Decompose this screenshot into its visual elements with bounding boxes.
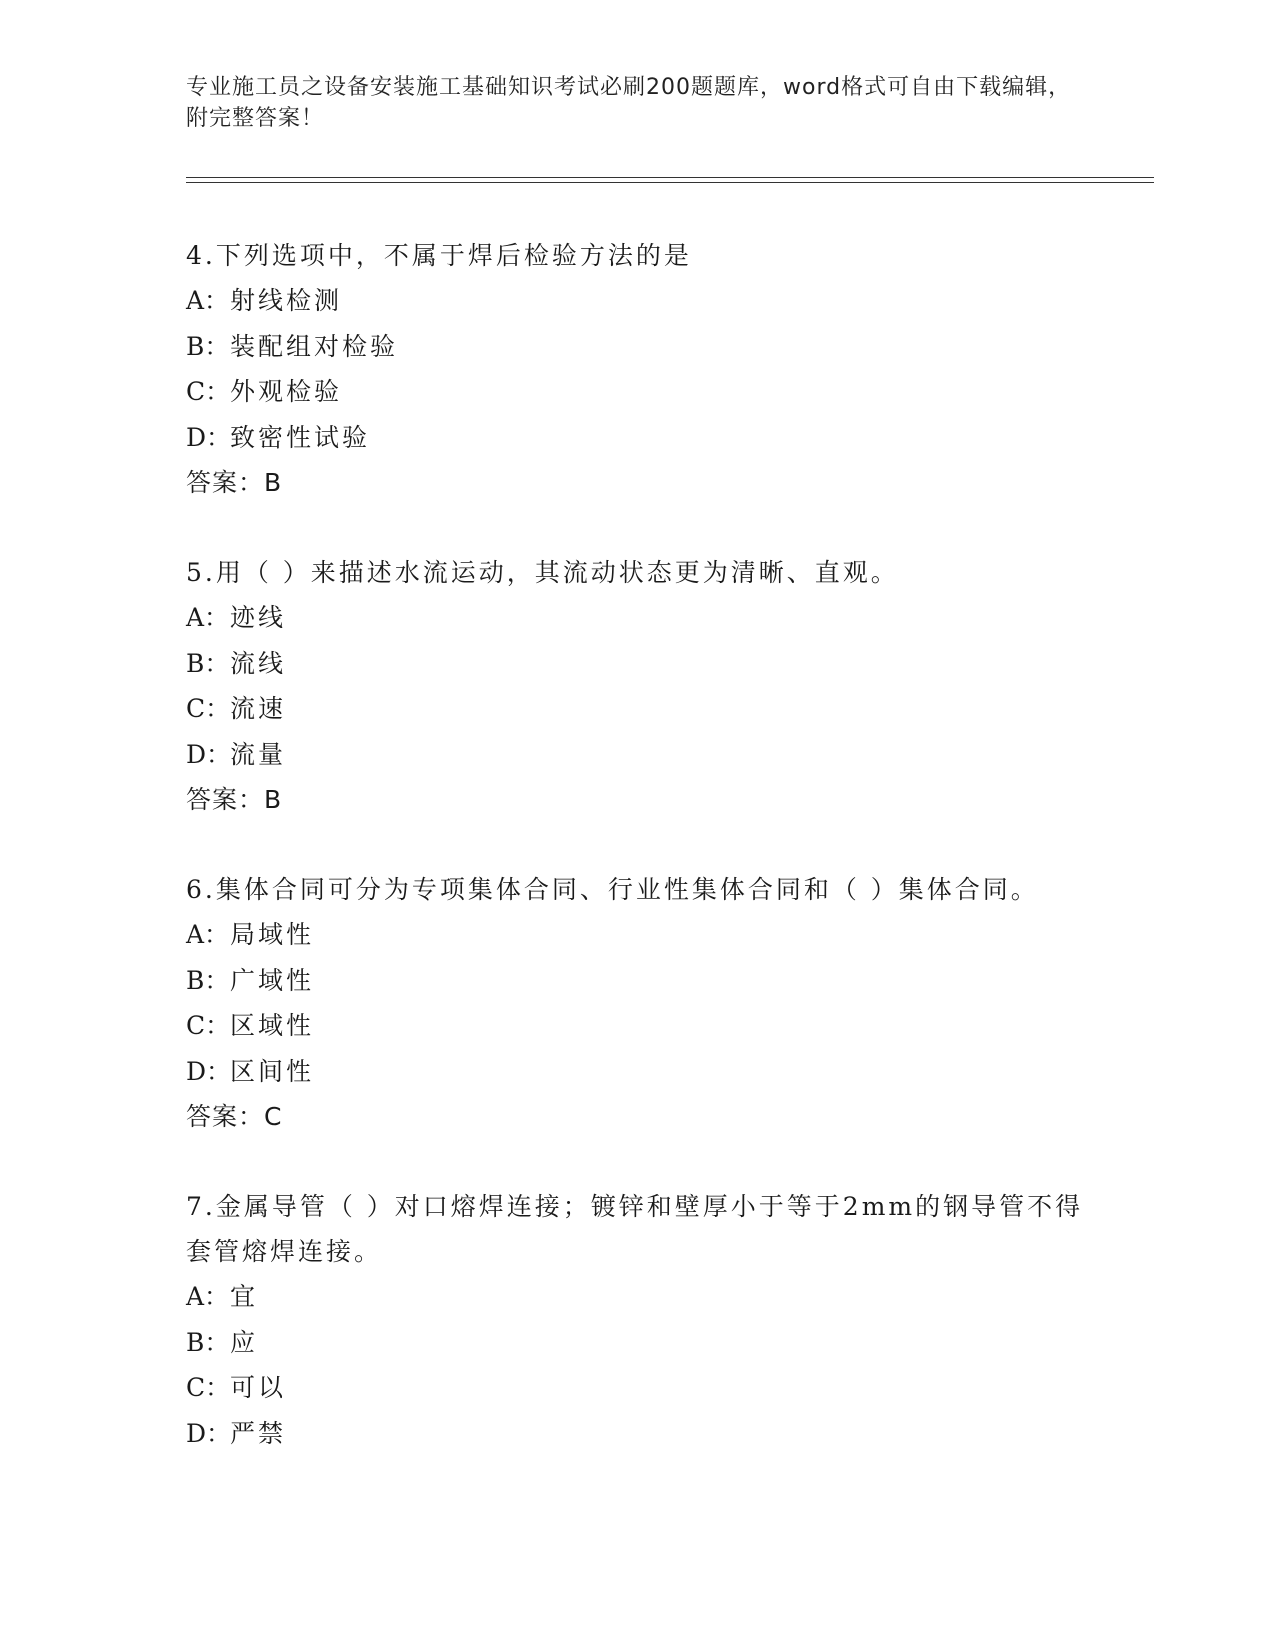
option-text: 广域性 <box>230 965 315 995</box>
document-header: 专业施工员之设备安装施工基础知识考试必刷200题题库，word格式可自由下载编辑，附完整答案！ <box>186 75 1072 131</box>
option-key: D： <box>186 1418 232 1448</box>
option-a <box>186 595 1086 641</box>
header-divider-top <box>186 177 1154 178</box>
question-4 <box>186 233 1086 505</box>
question-stem: 7.金属导管（ ）对口熔焊连接；镀锌和壁厚小于等于2mm的钢导管不得套管熔焊连接。 <box>186 1192 1084 1266</box>
answer-line: 答案：C <box>186 1102 283 1131</box>
option-text: 致密性试验 <box>230 422 371 452</box>
answer-line: 答案：B <box>186 468 283 497</box>
option-text: 射线检测 <box>230 286 343 315</box>
option-c <box>186 1365 1086 1411</box>
option-c <box>186 369 1086 415</box>
question-stem: 4.下列选项中，不属于焊后检验方法的是 <box>186 241 692 270</box>
option-b <box>186 641 1086 687</box>
option-text: 装配组对检验 <box>230 331 399 361</box>
option-key: A： <box>186 1282 230 1311</box>
option-text: 流线 <box>230 648 287 678</box>
option-key: B： <box>186 965 230 995</box>
option-key: D： <box>186 422 232 452</box>
option-b <box>186 324 1086 370</box>
option-text: 严禁 <box>230 1418 287 1448</box>
option-text: 可以 <box>230 1373 287 1402</box>
option-key: D： <box>186 1056 232 1086</box>
option-key: A： <box>186 286 230 315</box>
option-a <box>186 278 1086 324</box>
option-key: C： <box>186 377 231 406</box>
option-d <box>186 732 1086 778</box>
option-key: B： <box>186 648 230 678</box>
option-text: 应 <box>230 1327 259 1357</box>
question-stem: 6.集体合同可分为专项集体合同、行业性集体合同和（ ）集体合同。 <box>186 875 1039 904</box>
option-d <box>186 415 1086 461</box>
option-text: 区间性 <box>230 1056 315 1086</box>
option-b <box>186 1320 1086 1366</box>
header-divider-bottom <box>186 182 1154 183</box>
option-key: A： <box>186 603 230 632</box>
option-b <box>186 958 1086 1004</box>
option-key: A： <box>186 920 230 949</box>
option-c <box>186 1003 1086 1049</box>
option-a <box>186 912 1086 958</box>
option-text: 区域性 <box>230 1011 315 1040</box>
option-c <box>186 686 1086 732</box>
option-key: C： <box>186 694 231 723</box>
option-text: 迹线 <box>230 603 287 632</box>
option-key: C： <box>186 1373 231 1402</box>
option-text: 局域性 <box>230 920 315 949</box>
option-text: 流速 <box>230 694 287 723</box>
question-5 <box>186 550 1086 822</box>
option-text: 流量 <box>230 739 287 769</box>
option-a <box>186 1274 1086 1320</box>
option-key: B： <box>186 1327 230 1357</box>
option-text: 宜 <box>230 1282 259 1311</box>
option-text: 外观检验 <box>230 377 343 406</box>
option-key: C： <box>186 1011 231 1040</box>
question-7 <box>186 1184 1086 1456</box>
option-key: D： <box>186 739 232 769</box>
option-key: B： <box>186 331 230 361</box>
option-d <box>186 1411 1086 1457</box>
answer-line: 答案：B <box>186 785 283 814</box>
question-6 <box>186 867 1086 1139</box>
option-d <box>186 1049 1086 1095</box>
question-stem: 5.用（ ）来描述水流运动，其流动状态更为清晰、直观。 <box>186 558 899 587</box>
